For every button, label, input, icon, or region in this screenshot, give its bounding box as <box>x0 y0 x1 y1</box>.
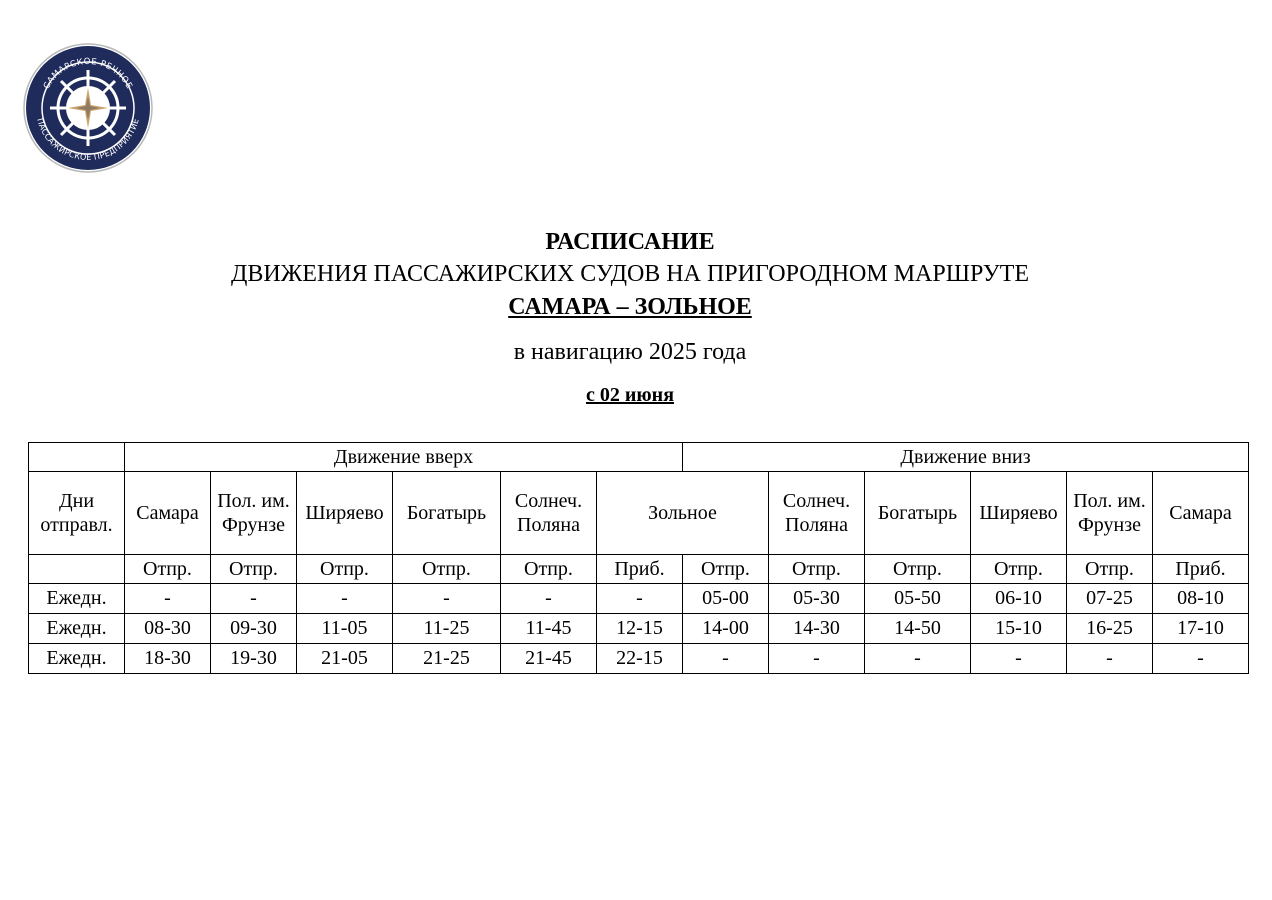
station-header-row <box>29 472 1249 555</box>
time-cell: 14-00 <box>683 614 769 644</box>
station-header: Солнеч. Поляна <box>501 472 597 555</box>
time-cell: 21-25 <box>393 644 501 674</box>
station-header: Пол. им. Фрунзе <box>211 472 297 555</box>
empty-cell <box>29 555 125 584</box>
time-cell: 21-45 <box>501 644 597 674</box>
season-text: в навигацию 2025 года <box>513 339 747 365</box>
time-cell: 08-30 <box>125 614 211 644</box>
station-header: Зольное <box>597 472 769 555</box>
station-header: Ширяево <box>297 472 393 555</box>
days-cell: Ежедн. <box>29 644 125 674</box>
time-cell: 06-10 <box>971 584 1067 614</box>
station-header: Богатырь <box>393 472 501 555</box>
station-header: Самара <box>1153 472 1249 555</box>
time-cell: 11-05 <box>297 614 393 644</box>
route-name: САМАРА – ЗОЛЬНОЕ <box>508 294 752 320</box>
time-cell: 17-10 <box>1153 614 1249 644</box>
time-cell: - <box>393 584 501 614</box>
company-logo <box>22 42 154 174</box>
days-cell: Ежедн. <box>29 584 125 614</box>
time-cell: 12-15 <box>597 614 683 644</box>
group-header-up: Движение вверх <box>125 443 683 472</box>
operation-header-row <box>29 555 1249 584</box>
time-cell: 05-00 <box>683 584 769 614</box>
operation-header: Отпр. <box>971 555 1067 584</box>
station-header: Ширяево <box>971 472 1067 555</box>
svg-text:ПАССАЖИРСКОЕ ПРЕДПРИЯТИЕ: ПАССАЖИРСКОЕ ПРЕДПРИЯТИЕ <box>35 117 141 163</box>
operation-header: Отпр. <box>769 555 865 584</box>
operation-header: Отпр. <box>683 555 769 584</box>
operation-header: Отпр. <box>501 555 597 584</box>
operation-header: Отпр. <box>865 555 971 584</box>
time-cell: - <box>501 584 597 614</box>
time-cell: - <box>971 644 1067 674</box>
station-header: Пол. им. Фрунзе <box>1067 472 1153 555</box>
time-cell: 18-30 <box>125 644 211 674</box>
station-header: Самара <box>125 472 211 555</box>
operation-header: Отпр. <box>211 555 297 584</box>
station-header: Солнеч. Поляна <box>769 472 865 555</box>
time-cell: 11-25 <box>393 614 501 644</box>
table-row <box>29 584 1249 614</box>
time-cell: - <box>297 584 393 614</box>
time-cell: 09-30 <box>211 614 297 644</box>
time-cell: - <box>211 584 297 614</box>
time-cell: 05-50 <box>865 584 971 614</box>
operation-header: Отпр. <box>297 555 393 584</box>
time-cell: - <box>597 584 683 614</box>
station-header: Богатырь <box>865 472 971 555</box>
empty-cell <box>29 443 125 472</box>
effective-date: с 02 июня <box>585 384 675 406</box>
ship-wheel-logo-icon <box>22 42 154 174</box>
time-cell: 05-30 <box>769 584 865 614</box>
time-cell: - <box>683 644 769 674</box>
time-cell: 16-25 <box>1067 614 1153 644</box>
page-subtitle: ДВИЖЕНИЯ ПАССАЖИРСКИХ СУДОВ НА ПРИГОРОДНОМ МАРШРУТЕ <box>230 261 1030 287</box>
time-cell: - <box>1153 644 1249 674</box>
time-cell: - <box>865 644 971 674</box>
time-cell: 08-10 <box>1153 584 1249 614</box>
operation-header: Приб. <box>597 555 683 584</box>
page-title: РАСПИСАНИЕ <box>545 229 715 255</box>
time-cell: 11-45 <box>501 614 597 644</box>
svg-text:САМАРСКОЕ РЕЧНОЕ: САМАРСКОЕ РЕЧНОЕ <box>41 56 135 91</box>
operation-header: Отпр. <box>125 555 211 584</box>
days-cell: Ежедн. <box>29 614 125 644</box>
table-row <box>29 614 1249 644</box>
table-row <box>29 644 1249 674</box>
time-cell: - <box>1067 644 1153 674</box>
heading-block <box>0 226 1272 408</box>
time-cell: - <box>769 644 865 674</box>
time-cell: 14-30 <box>769 614 865 644</box>
group-header-row <box>29 443 1249 472</box>
days-header: Дни отправл. <box>29 472 125 555</box>
time-cell: 19-30 <box>211 644 297 674</box>
operation-header: Приб. <box>1153 555 1249 584</box>
operation-header: Отпр. <box>393 555 501 584</box>
time-cell: 15-10 <box>971 614 1067 644</box>
time-cell: 21-05 <box>297 644 393 674</box>
time-cell: 14-50 <box>865 614 971 644</box>
operation-header: Отпр. <box>1067 555 1153 584</box>
schedule-table <box>28 442 1249 674</box>
time-cell: 07-25 <box>1067 584 1153 614</box>
time-cell: 22-15 <box>597 644 683 674</box>
time-cell: - <box>125 584 211 614</box>
group-header-down: Движение вниз <box>683 443 1249 472</box>
